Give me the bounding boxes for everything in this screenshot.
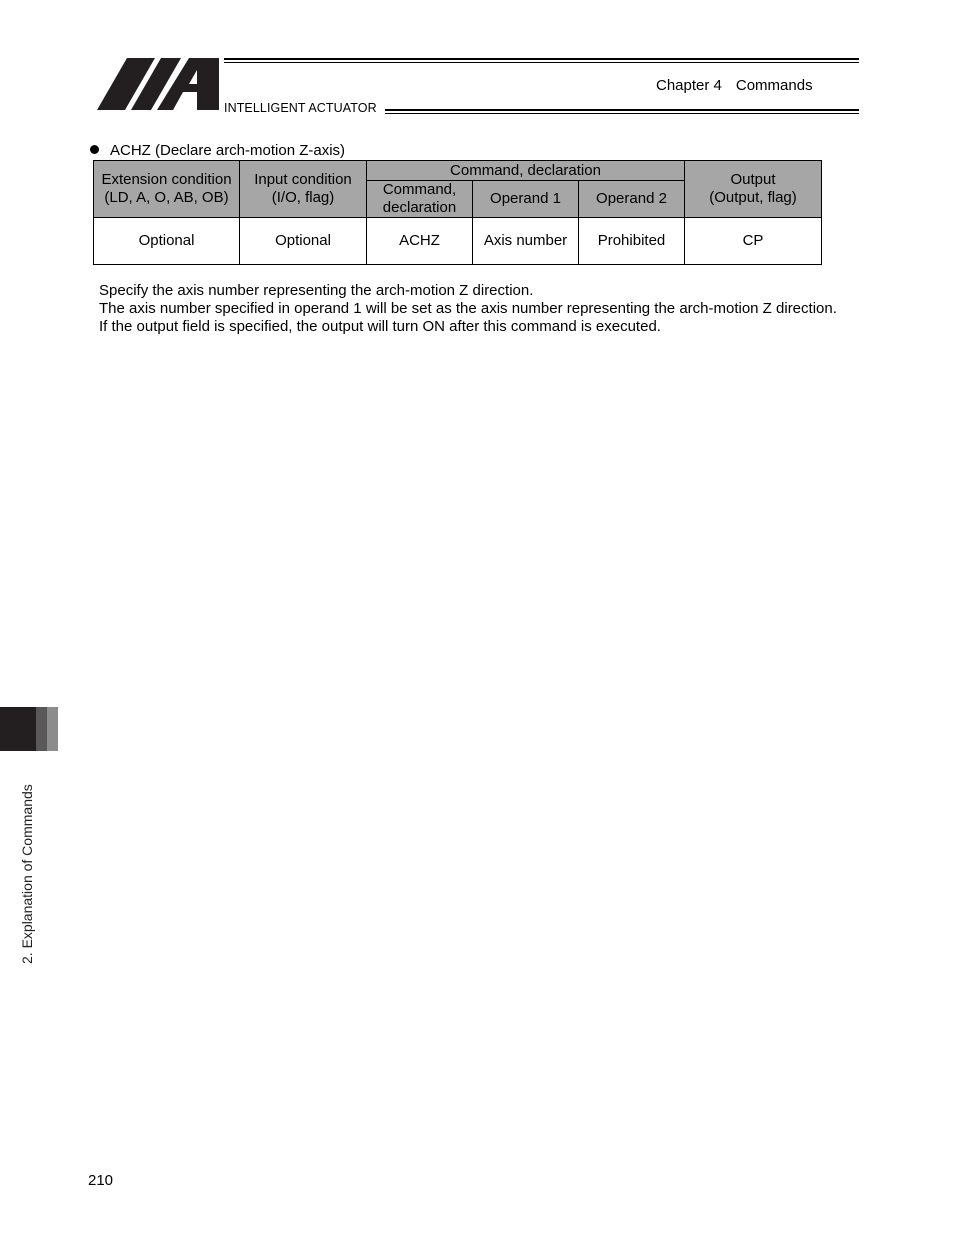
header-input-condition: Input condition (I/O, flag): [240, 161, 367, 218]
chapter-heading: [656, 77, 813, 94]
page-number: 210: [88, 1172, 114, 1189]
command-table: [93, 160, 822, 265]
header-operand-2: Operand 2: [579, 181, 685, 218]
header-extension-condition: Extension condition (LD, A, O, AB, OB): [94, 161, 240, 218]
cell-operand-1: Axis number: [473, 218, 579, 265]
section-title-text: ACHZ (Declare arch-motion Z-axis): [110, 142, 346, 159]
iai-logo-icon: [97, 58, 221, 112]
sidebar-section-label: 2. Explanation of Commands: [19, 784, 35, 964]
description: [99, 282, 837, 336]
logo-text: INTELLIGENT ACTUATOR: [224, 101, 377, 115]
cell-command: ACHZ: [367, 218, 473, 265]
header-rule-top: [224, 58, 859, 60]
cell-extension: Optional: [94, 218, 240, 265]
description-line: Specify the axis number representing the arch-motion Z direction.: [99, 282, 534, 299]
header-command-declaration: Command, declaration: [367, 181, 473, 218]
header-operand-1: Operand 1: [473, 181, 579, 218]
bullet-icon: [90, 145, 99, 154]
chapter-label: Chapter 4: [656, 77, 722, 94]
section-title: [90, 142, 345, 159]
table-row: [94, 218, 822, 265]
chapter-tab-marker: [0, 707, 58, 751]
header-rule-bottom: [385, 109, 859, 111]
cell-operand-2: Prohibited: [579, 218, 685, 265]
description-line: The axis number specified in operand 1 will be set as the axis number representing the arch-motion Z direction.: [99, 300, 837, 317]
header-rule-bottom-thin: [385, 113, 859, 114]
description-line: If the output field is specified, the output will turn ON after this command is executed.: [99, 318, 661, 335]
header-rule-top-thin: [224, 62, 859, 63]
cell-input: Optional: [240, 218, 367, 265]
chapter-title: Commands: [735, 77, 813, 94]
header-command-declaration-group: Command, declaration: [367, 161, 685, 181]
header-output: Output (Output, flag): [685, 161, 822, 218]
cell-output: CP: [685, 218, 822, 265]
